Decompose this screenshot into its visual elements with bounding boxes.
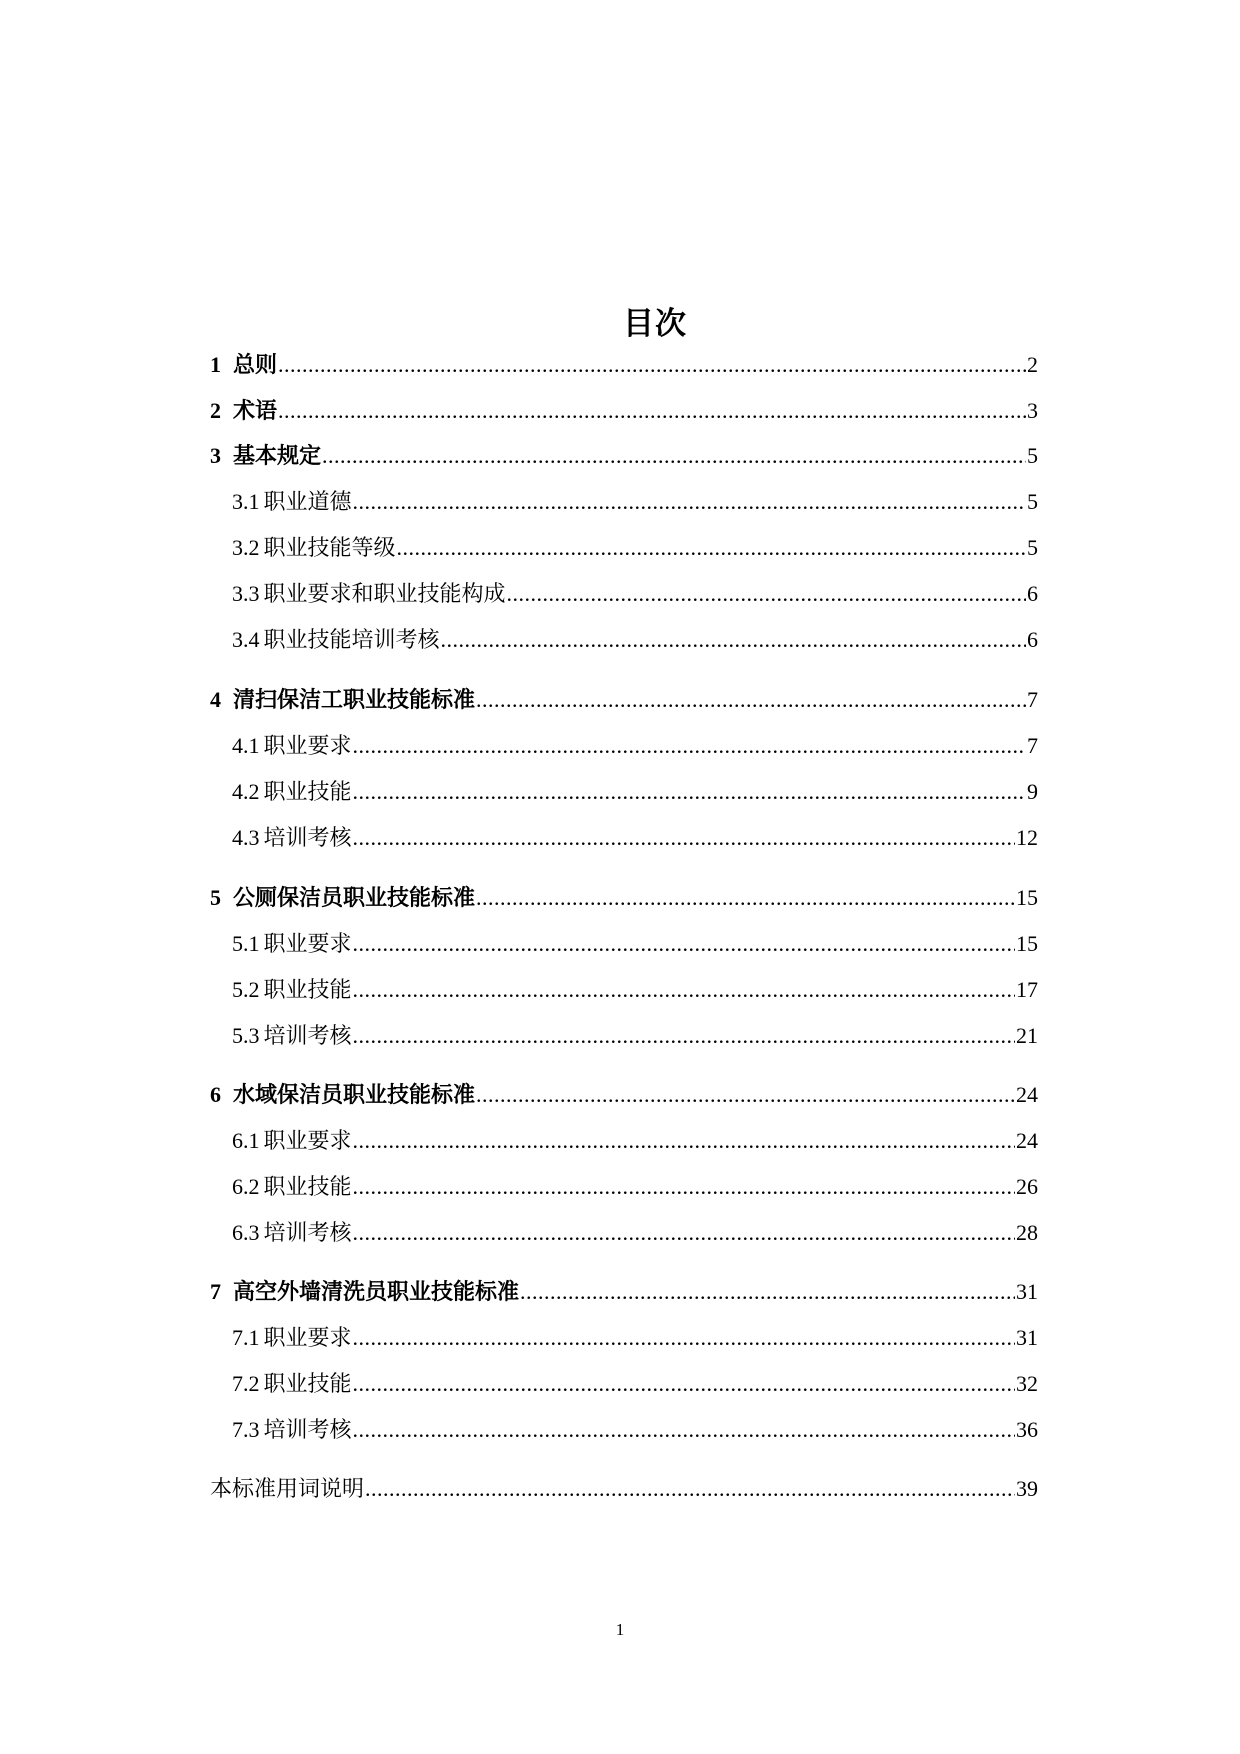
toc-entry-title: 职业道德 [263, 489, 352, 514]
toc-entry-page: 7 [1027, 733, 1038, 758]
dot-leader [353, 1172, 1015, 1202]
dot-leader [441, 625, 1026, 655]
dot-leader [278, 396, 1026, 426]
toc-entry-title: 职业要求和职业技能构成 [263, 581, 506, 606]
dot-leader [278, 350, 1026, 380]
toc-entry-4[interactable] [210, 685, 1038, 715]
page-number: 1 [615, 1620, 625, 1639]
dot-leader [353, 929, 1015, 959]
toc-entry-title: 职业技能 [263, 1174, 352, 1199]
dot-leader [353, 1126, 1015, 1156]
toc-entry-1[interactable] [210, 350, 1038, 380]
toc-entry-number: 6.2 [232, 1174, 260, 1199]
toc-entry-number: 5 [210, 885, 221, 910]
toc-entry-7[interactable] [210, 1277, 1038, 1307]
toc-entry-page: 6 [1027, 627, 1038, 652]
toc-title: 目次 [623, 306, 687, 341]
toc-entry-page: 31 [1016, 1279, 1038, 1304]
toc-entry-3-4[interactable] [232, 625, 1038, 655]
toc-entry-7-3[interactable] [232, 1415, 1038, 1445]
toc-entry-title: 职业要求 [263, 931, 352, 956]
toc-entry-4-1[interactable] [232, 731, 1038, 761]
toc-entry-title: 水域保洁员职业技能标准 [233, 1082, 476, 1107]
toc-entry-title: 培训考核 [263, 1220, 352, 1245]
toc-entry-number: 3.3 [232, 581, 260, 606]
toc-entry-3-3[interactable] [232, 579, 1038, 609]
toc-entry-page: 9 [1027, 779, 1038, 804]
toc-entry-5[interactable] [210, 883, 1038, 913]
dot-leader [353, 1218, 1015, 1248]
toc-entry-page: 28 [1016, 1220, 1038, 1245]
toc-entry-number: 7 [210, 1279, 221, 1304]
toc-entry-title: 培训考核 [263, 825, 352, 850]
toc-entry-title: 职业要求 [263, 1128, 352, 1153]
dot-leader [353, 1323, 1015, 1353]
toc-entry-page: 15 [1016, 931, 1038, 956]
dot-leader [353, 975, 1015, 1005]
toc-entry-number: 1 [210, 352, 221, 377]
dot-leader [476, 1080, 1015, 1110]
toc-entry-3-2[interactable] [232, 533, 1038, 563]
toc-entry-title: 职业技能 [263, 1371, 352, 1396]
toc-entry-6-1[interactable] [232, 1126, 1038, 1156]
toc-entry-number: 6 [210, 1082, 221, 1107]
dot-leader [353, 1369, 1015, 1399]
toc-entry-title: 术语 [233, 398, 278, 423]
dot-leader [353, 1021, 1015, 1051]
toc-entry-title: 职业要求 [263, 733, 352, 758]
toc-entry-7-1[interactable] [232, 1323, 1038, 1353]
toc-entry-number: 6.3 [232, 1220, 260, 1245]
toc-entry-title: 职业要求 [263, 1325, 352, 1350]
toc-entry-3[interactable] [210, 441, 1038, 471]
toc-entry-number: 4.2 [232, 779, 260, 804]
toc-entry-title: 职业技能 [263, 977, 352, 1002]
toc-entry-title: 清扫保洁工职业技能标准 [233, 687, 476, 712]
toc-entry-page: 15 [1016, 885, 1038, 910]
toc-entry-number: 4.1 [232, 733, 260, 758]
toc-entry-number: 4.3 [232, 825, 260, 850]
dot-leader [353, 777, 1026, 807]
toc-entry-6[interactable] [210, 1080, 1038, 1110]
toc-entry-page: 21 [1016, 1023, 1038, 1048]
toc-entry-page: 12 [1016, 825, 1038, 850]
toc-entry-page: 39 [1016, 1476, 1038, 1501]
toc-entry-terms-explanation[interactable] [210, 1474, 1038, 1504]
toc-entry-page: 24 [1016, 1128, 1038, 1153]
toc-entry-number: 2 [210, 398, 221, 423]
toc-entry-page: 26 [1016, 1174, 1038, 1199]
dot-leader [507, 579, 1026, 609]
dot-leader [353, 823, 1015, 853]
toc-entry-title: 职业技能等级 [263, 535, 396, 560]
toc-entry-page: 3 [1027, 398, 1038, 423]
toc-entry-3-1[interactable] [232, 487, 1038, 517]
toc-entry-page: 5 [1027, 535, 1038, 560]
toc-entry-title: 高空外墙清洗员职业技能标准 [233, 1279, 520, 1304]
toc-entry-title: 职业技能 [263, 779, 352, 804]
toc-entry-number: 5.3 [232, 1023, 260, 1048]
toc-entry-page: 2 [1027, 352, 1038, 377]
toc-entry-title: 总则 [233, 352, 278, 377]
toc-entry-page: 31 [1016, 1325, 1038, 1350]
toc-entry-6-3[interactable] [232, 1218, 1038, 1248]
toc-entry-number: 5.2 [232, 977, 260, 1002]
toc-entry-6-2[interactable] [232, 1172, 1038, 1202]
toc-entry-title: 公厕保洁员职业技能标准 [233, 885, 476, 910]
toc-entry-number: 3.4 [232, 627, 260, 652]
toc-entry-number: 7.1 [232, 1325, 260, 1350]
toc-entry-page: 17 [1016, 977, 1038, 1002]
toc-entry-title: 本标准用词说明 [210, 1476, 365, 1501]
dot-leader [476, 883, 1015, 913]
toc-entry-page: 32 [1016, 1371, 1038, 1396]
toc-entry-number: 3.2 [232, 535, 260, 560]
toc-entry-number: 3.1 [232, 489, 260, 514]
toc-entry-number: 7.3 [232, 1417, 260, 1442]
dot-leader [353, 1415, 1015, 1445]
toc-entry-number: 4 [210, 687, 221, 712]
toc-entry-number: 6.1 [232, 1128, 260, 1153]
toc-entry-5-3[interactable] [232, 1021, 1038, 1051]
toc-entry-5-1[interactable] [232, 929, 1038, 959]
toc-entry-page: 7 [1027, 687, 1038, 712]
dot-leader [476, 685, 1026, 715]
dot-leader [520, 1277, 1015, 1307]
toc-entry-4-3[interactable] [232, 823, 1038, 853]
toc-entry-4-2[interactable] [232, 777, 1038, 807]
toc-entry-number: 3 [210, 443, 221, 468]
toc-entry-5-2[interactable] [232, 975, 1038, 1005]
toc-entry-2[interactable] [210, 396, 1038, 426]
toc-entry-title: 培训考核 [263, 1023, 352, 1048]
toc-entry-page: 5 [1027, 489, 1038, 514]
toc-entry-title: 基本规定 [233, 443, 322, 468]
toc-entry-number: 5.1 [232, 931, 260, 956]
toc-entry-page: 6 [1027, 581, 1038, 606]
toc-entry-page: 36 [1016, 1417, 1038, 1442]
toc-entry-page: 24 [1016, 1082, 1038, 1107]
dot-leader [353, 487, 1026, 517]
toc-entry-title: 职业技能培训考核 [263, 627, 440, 652]
toc-entry-number: 7.2 [232, 1371, 260, 1396]
toc-entry-title: 培训考核 [263, 1417, 352, 1442]
toc-entry-7-2[interactable] [232, 1369, 1038, 1399]
dot-leader [322, 441, 1026, 471]
dot-leader [397, 533, 1026, 563]
dot-leader [353, 731, 1026, 761]
dot-leader [365, 1474, 1015, 1504]
toc-entry-page: 5 [1027, 443, 1038, 468]
